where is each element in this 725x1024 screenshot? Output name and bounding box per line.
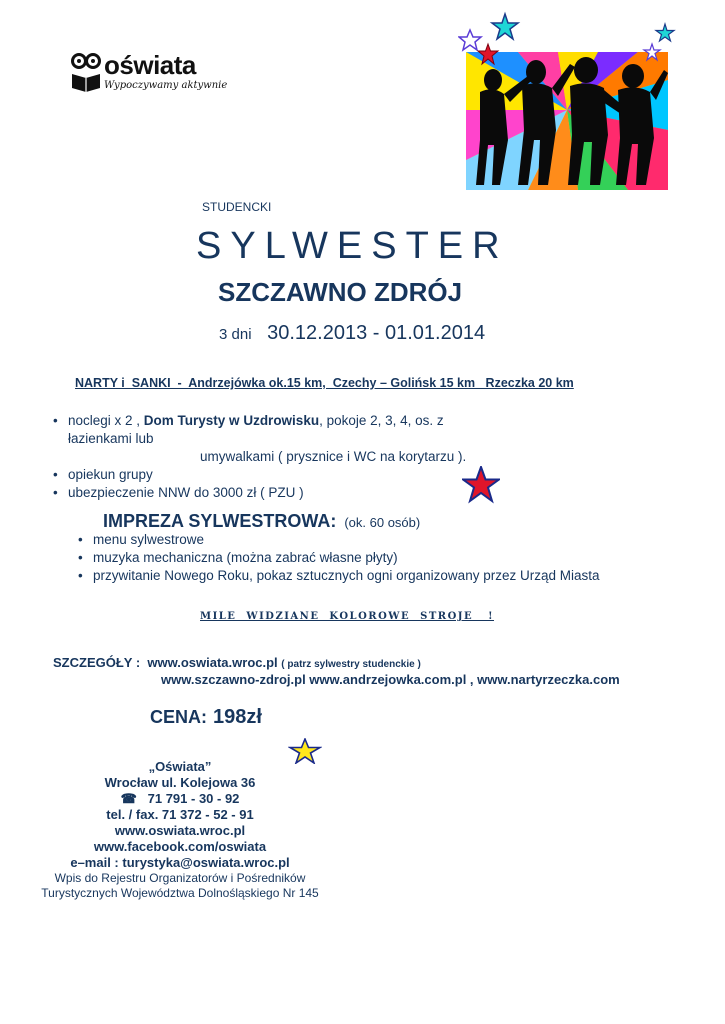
owl-book-icon bbox=[70, 52, 102, 96]
included-list bbox=[50, 412, 490, 502]
email-line[interactable]: e–mail : turystyka@oswiata.wroc.pl bbox=[70, 855, 290, 870]
page-title: SYLWESTER bbox=[196, 225, 509, 267]
facebook-link[interactable]: www.facebook.com/oswiata bbox=[93, 839, 267, 854]
website-link[interactable]: www.oswiata.wroc.pl bbox=[147, 655, 278, 670]
website-note: ( patrz sylwestry studenckie ) bbox=[281, 659, 421, 670]
party-heading bbox=[103, 511, 420, 532]
website-link[interactable]: www.oswiata.wroc.pl bbox=[114, 823, 246, 838]
list-item: • menu sylwestrowe bbox=[75, 531, 675, 549]
list-item: • ubezpieczenie NNW do 3000 zł ( PZU ) bbox=[50, 484, 490, 502]
party-list bbox=[75, 531, 675, 585]
phone-line bbox=[40, 791, 320, 807]
price-value: 198zł bbox=[213, 706, 262, 728]
org-name: „Oświata” bbox=[148, 759, 212, 774]
list-item: • muzyka mechaniczna (można zabrać własne płyty) bbox=[75, 549, 675, 567]
date-range: 30.12.2013 - 01.01.2014 bbox=[267, 322, 486, 344]
party-heading-text: IMPREZA SYLWESTROWA: bbox=[103, 511, 337, 531]
list-item-text: , pokoje 2, 3, 4, os. z łazienkami lub bbox=[68, 413, 444, 446]
list-item: • przywitanie Nowego Roku, pokaz sztucznych ogni organizowany przez Urząd Miasta bbox=[75, 567, 675, 585]
kicker-text: STUDENCKI bbox=[202, 200, 272, 214]
days-count: 3 dni bbox=[219, 326, 252, 343]
star-icon bbox=[459, 30, 481, 50]
page-subtitle: SZCZAWNO ZDRÓJ bbox=[218, 277, 463, 307]
details-section bbox=[53, 655, 620, 687]
phone-icon: ☎ bbox=[120, 791, 137, 806]
list-item bbox=[50, 412, 490, 466]
registry-line: Wpis do Rejestru Organizatorów i Pośredników bbox=[54, 871, 306, 885]
oswiata-logo bbox=[70, 50, 240, 100]
star-icon bbox=[656, 24, 674, 41]
party-note: (ok. 60 osób) bbox=[344, 515, 421, 530]
price bbox=[150, 706, 262, 729]
dates-line bbox=[219, 322, 485, 345]
costumes-note: MILE WIDZIANE KOLOROWE STROJE ! bbox=[200, 611, 494, 622]
phone-number: 71 791 - 30 - 92 bbox=[147, 791, 240, 806]
hotel-name: Dom Turysty w Uzdrowisku bbox=[143, 413, 320, 428]
contact-block bbox=[40, 759, 320, 901]
list-item-text: noclegi x 2 , bbox=[68, 413, 144, 428]
disco-dancers-image bbox=[458, 10, 678, 190]
star-icon bbox=[492, 14, 518, 39]
address: Wrocław ul. Kolejowa 36 bbox=[104, 775, 256, 790]
price-label: CENA: bbox=[150, 707, 207, 727]
fax-line: tel. / fax. 71 372 - 52 - 91 bbox=[106, 807, 254, 822]
registry-line: Turystycznych Województwa Dolnośląskiego Nr 145 bbox=[41, 886, 319, 900]
logo-name: oświata bbox=[104, 50, 196, 80]
ski-distances-line: NARTY i SANKI - Andrzejówka ok.15 km, Czechy – Golińsk 15 km Rzeczka 20 km bbox=[75, 376, 574, 390]
list-item-continuation: umywalkami ( prysznice i WC na korytarzu ). bbox=[200, 449, 467, 464]
star-icon bbox=[462, 466, 500, 504]
list-item: • opiekun grupy bbox=[50, 466, 490, 484]
related-links[interactable]: www.szczawno-zdroj.pl www.andrzejowka.com.pl , www.nartyrzeczka.com bbox=[161, 672, 620, 687]
details-label: SZCZEGÓŁY : bbox=[53, 655, 141, 670]
logo-tagline: Wypoczywamy aktywnie bbox=[104, 80, 228, 91]
